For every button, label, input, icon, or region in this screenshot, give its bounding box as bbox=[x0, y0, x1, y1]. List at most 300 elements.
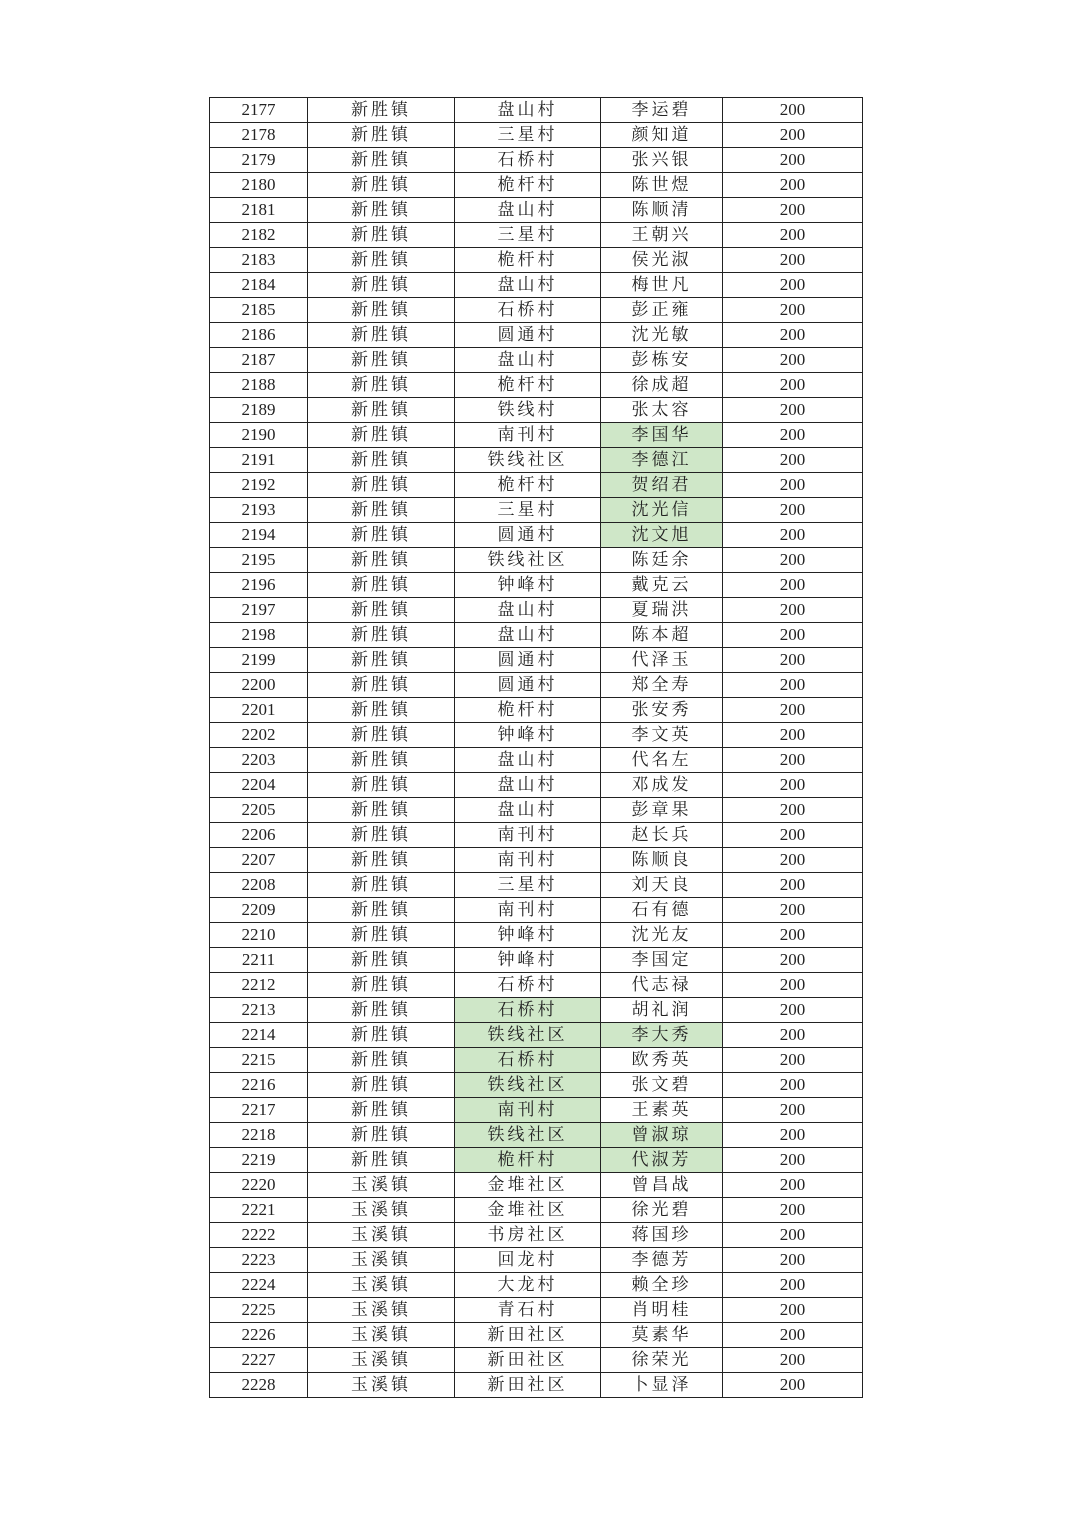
row-number: 2226 bbox=[210, 1323, 308, 1348]
row-number: 2227 bbox=[210, 1348, 308, 1373]
row-number: 2218 bbox=[210, 1123, 308, 1148]
row-number: 2185 bbox=[210, 298, 308, 323]
name-cell: 王素英 bbox=[601, 1098, 723, 1123]
name-cell: 代志禄 bbox=[601, 973, 723, 998]
table-row bbox=[210, 698, 863, 723]
row-number: 2199 bbox=[210, 648, 308, 673]
name-cell: 张文碧 bbox=[601, 1073, 723, 1098]
row-number: 2206 bbox=[210, 823, 308, 848]
table-row bbox=[210, 748, 863, 773]
village-cell: 盘山村 bbox=[455, 348, 601, 373]
amount-cell: 200 bbox=[723, 1223, 863, 1248]
town-cell: 新胜镇 bbox=[308, 548, 455, 573]
town-cell: 新胜镇 bbox=[308, 1123, 455, 1148]
row-number: 2193 bbox=[210, 498, 308, 523]
village-cell: 新田社区 bbox=[455, 1348, 601, 1373]
amount-cell: 200 bbox=[723, 798, 863, 823]
row-number: 2201 bbox=[210, 698, 308, 723]
table-row bbox=[210, 1073, 863, 1098]
row-number: 2180 bbox=[210, 173, 308, 198]
table-row bbox=[210, 98, 863, 123]
table-row bbox=[210, 248, 863, 273]
amount-cell: 200 bbox=[723, 473, 863, 498]
amount-cell: 200 bbox=[723, 223, 863, 248]
row-number: 2208 bbox=[210, 873, 308, 898]
town-cell: 玉溪镇 bbox=[308, 1273, 455, 1298]
name-cell: 赖全珍 bbox=[601, 1273, 723, 1298]
amount-cell: 200 bbox=[723, 173, 863, 198]
row-number: 2203 bbox=[210, 748, 308, 773]
row-number: 2222 bbox=[210, 1223, 308, 1248]
amount-cell: 200 bbox=[723, 98, 863, 123]
row-number: 2215 bbox=[210, 1048, 308, 1073]
amount-cell: 200 bbox=[723, 1348, 863, 1373]
table-row bbox=[210, 273, 863, 298]
town-cell: 新胜镇 bbox=[308, 173, 455, 198]
amount-cell: 200 bbox=[723, 373, 863, 398]
row-number: 2225 bbox=[210, 1298, 308, 1323]
town-cell: 新胜镇 bbox=[308, 873, 455, 898]
table-row bbox=[210, 1098, 863, 1123]
row-number: 2178 bbox=[210, 123, 308, 148]
row-number: 2200 bbox=[210, 673, 308, 698]
village-cell: 铁线社区 bbox=[455, 1123, 601, 1148]
amount-cell: 200 bbox=[723, 898, 863, 923]
row-number: 2211 bbox=[210, 948, 308, 973]
name-cell: 沈光友 bbox=[601, 923, 723, 948]
table-row bbox=[210, 423, 863, 448]
village-cell: 书房社区 bbox=[455, 1223, 601, 1248]
row-number: 2210 bbox=[210, 923, 308, 948]
village-cell: 盘山村 bbox=[455, 598, 601, 623]
table-row bbox=[210, 1198, 863, 1223]
table-row bbox=[210, 373, 863, 398]
row-number: 2221 bbox=[210, 1198, 308, 1223]
row-number: 2219 bbox=[210, 1148, 308, 1173]
row-number: 2220 bbox=[210, 1173, 308, 1198]
town-cell: 玉溪镇 bbox=[308, 1198, 455, 1223]
row-number: 2192 bbox=[210, 473, 308, 498]
row-number: 2224 bbox=[210, 1273, 308, 1298]
table-row bbox=[210, 348, 863, 373]
name-cell: 徐荣光 bbox=[601, 1348, 723, 1373]
table-row bbox=[210, 1323, 863, 1348]
amount-cell: 200 bbox=[723, 1148, 863, 1173]
table-row bbox=[210, 1273, 863, 1298]
name-cell: 沈光敏 bbox=[601, 323, 723, 348]
name-cell: 张兴银 bbox=[601, 148, 723, 173]
town-cell: 新胜镇 bbox=[308, 673, 455, 698]
amount-cell: 200 bbox=[723, 773, 863, 798]
table-row bbox=[210, 898, 863, 923]
village-cell: 铁线社区 bbox=[455, 1023, 601, 1048]
town-cell: 新胜镇 bbox=[308, 198, 455, 223]
amount-cell: 200 bbox=[723, 498, 863, 523]
village-cell: 桅杆村 bbox=[455, 698, 601, 723]
town-cell: 玉溪镇 bbox=[308, 1173, 455, 1198]
row-number: 2181 bbox=[210, 198, 308, 223]
amount-cell: 200 bbox=[723, 1323, 863, 1348]
village-cell: 青石村 bbox=[455, 1298, 601, 1323]
town-cell: 玉溪镇 bbox=[308, 1373, 455, 1398]
town-cell: 新胜镇 bbox=[308, 448, 455, 473]
name-cell: 欧秀英 bbox=[601, 1048, 723, 1073]
row-number: 2191 bbox=[210, 448, 308, 473]
town-cell: 新胜镇 bbox=[308, 698, 455, 723]
village-cell: 三星村 bbox=[455, 873, 601, 898]
town-cell: 新胜镇 bbox=[308, 498, 455, 523]
village-cell: 盘山村 bbox=[455, 273, 601, 298]
table-row bbox=[210, 998, 863, 1023]
row-number: 2213 bbox=[210, 998, 308, 1023]
table-body bbox=[210, 98, 863, 1398]
amount-cell: 200 bbox=[723, 1123, 863, 1148]
amount-cell: 200 bbox=[723, 448, 863, 473]
amount-cell: 200 bbox=[723, 548, 863, 573]
table-row bbox=[210, 498, 863, 523]
town-cell: 新胜镇 bbox=[308, 898, 455, 923]
name-cell: 胡礼润 bbox=[601, 998, 723, 1023]
table-row bbox=[210, 1173, 863, 1198]
name-cell: 李国华 bbox=[601, 423, 723, 448]
village-cell: 钟峰村 bbox=[455, 948, 601, 973]
table-row bbox=[210, 1123, 863, 1148]
village-cell: 铁线村 bbox=[455, 398, 601, 423]
town-cell: 新胜镇 bbox=[308, 723, 455, 748]
town-cell: 新胜镇 bbox=[308, 1023, 455, 1048]
table-row bbox=[210, 848, 863, 873]
village-cell: 盘山村 bbox=[455, 198, 601, 223]
town-cell: 新胜镇 bbox=[308, 423, 455, 448]
table-row bbox=[210, 723, 863, 748]
amount-cell: 200 bbox=[723, 123, 863, 148]
amount-cell: 200 bbox=[723, 1198, 863, 1223]
town-cell: 新胜镇 bbox=[308, 848, 455, 873]
village-cell: 圆通村 bbox=[455, 523, 601, 548]
town-cell: 新胜镇 bbox=[308, 273, 455, 298]
table-row bbox=[210, 1248, 863, 1273]
row-number: 2204 bbox=[210, 773, 308, 798]
row-number: 2228 bbox=[210, 1373, 308, 1398]
table-row bbox=[210, 323, 863, 348]
amount-cell: 200 bbox=[723, 148, 863, 173]
name-cell: 梅世凡 bbox=[601, 273, 723, 298]
table-row bbox=[210, 1298, 863, 1323]
row-number: 2186 bbox=[210, 323, 308, 348]
town-cell: 新胜镇 bbox=[308, 298, 455, 323]
name-cell: 李文英 bbox=[601, 723, 723, 748]
table-row bbox=[210, 948, 863, 973]
name-cell: 陈世煜 bbox=[601, 173, 723, 198]
amount-cell: 200 bbox=[723, 1098, 863, 1123]
name-cell: 彭章果 bbox=[601, 798, 723, 823]
village-cell: 盘山村 bbox=[455, 773, 601, 798]
name-cell: 徐成超 bbox=[601, 373, 723, 398]
row-number: 2182 bbox=[210, 223, 308, 248]
village-cell: 盘山村 bbox=[455, 798, 601, 823]
village-cell: 桅杆村 bbox=[455, 473, 601, 498]
row-number: 2212 bbox=[210, 973, 308, 998]
name-cell: 张太容 bbox=[601, 398, 723, 423]
town-cell: 新胜镇 bbox=[308, 323, 455, 348]
amount-cell: 200 bbox=[723, 198, 863, 223]
town-cell: 新胜镇 bbox=[308, 748, 455, 773]
amount-cell: 200 bbox=[723, 1023, 863, 1048]
amount-cell: 200 bbox=[723, 523, 863, 548]
row-number: 2189 bbox=[210, 398, 308, 423]
table-row bbox=[210, 473, 863, 498]
village-cell: 石桥村 bbox=[455, 998, 601, 1023]
table-row bbox=[210, 798, 863, 823]
town-cell: 新胜镇 bbox=[308, 773, 455, 798]
name-cell: 代泽玉 bbox=[601, 648, 723, 673]
amount-cell: 200 bbox=[723, 298, 863, 323]
table-row bbox=[210, 1048, 863, 1073]
table-row bbox=[210, 198, 863, 223]
amount-cell: 200 bbox=[723, 873, 863, 898]
table-row bbox=[210, 773, 863, 798]
town-cell: 新胜镇 bbox=[308, 648, 455, 673]
town-cell: 新胜镇 bbox=[308, 248, 455, 273]
name-cell: 贺绍君 bbox=[601, 473, 723, 498]
amount-cell: 200 bbox=[723, 1073, 863, 1098]
amount-cell: 200 bbox=[723, 323, 863, 348]
amount-cell: 200 bbox=[723, 423, 863, 448]
village-cell: 石桥村 bbox=[455, 148, 601, 173]
table-row bbox=[210, 398, 863, 423]
town-cell: 新胜镇 bbox=[308, 948, 455, 973]
town-cell: 新胜镇 bbox=[308, 1048, 455, 1073]
village-cell: 三星村 bbox=[455, 498, 601, 523]
town-cell: 新胜镇 bbox=[308, 473, 455, 498]
row-number: 2197 bbox=[210, 598, 308, 623]
row-number: 2183 bbox=[210, 248, 308, 273]
table-row bbox=[210, 123, 863, 148]
name-cell: 李运碧 bbox=[601, 98, 723, 123]
name-cell: 陈廷余 bbox=[601, 548, 723, 573]
row-number: 2207 bbox=[210, 848, 308, 873]
village-cell: 新田社区 bbox=[455, 1323, 601, 1348]
town-cell: 新胜镇 bbox=[308, 1098, 455, 1123]
town-cell: 新胜镇 bbox=[308, 373, 455, 398]
town-cell: 新胜镇 bbox=[308, 1073, 455, 1098]
row-number: 2217 bbox=[210, 1098, 308, 1123]
village-cell: 石桥村 bbox=[455, 973, 601, 998]
village-cell: 金堆社区 bbox=[455, 1198, 601, 1223]
table-row bbox=[210, 973, 863, 998]
row-number: 2179 bbox=[210, 148, 308, 173]
table-row bbox=[210, 823, 863, 848]
town-cell: 新胜镇 bbox=[308, 348, 455, 373]
village-cell: 钟峰村 bbox=[455, 573, 601, 598]
name-cell: 侯光淑 bbox=[601, 248, 723, 273]
name-cell: 李大秀 bbox=[601, 1023, 723, 1048]
row-number: 2202 bbox=[210, 723, 308, 748]
name-cell: 夏瑞洪 bbox=[601, 598, 723, 623]
village-cell: 圆通村 bbox=[455, 648, 601, 673]
village-cell: 南刊村 bbox=[455, 1098, 601, 1123]
name-cell: 蒋国珍 bbox=[601, 1223, 723, 1248]
row-number: 2198 bbox=[210, 623, 308, 648]
row-number: 2223 bbox=[210, 1248, 308, 1273]
table-row bbox=[210, 873, 863, 898]
amount-cell: 200 bbox=[723, 748, 863, 773]
table-row bbox=[210, 1023, 863, 1048]
amount-cell: 200 bbox=[723, 973, 863, 998]
village-cell: 桅杆村 bbox=[455, 248, 601, 273]
name-cell: 王朝兴 bbox=[601, 223, 723, 248]
village-cell: 盘山村 bbox=[455, 98, 601, 123]
name-cell: 曾淑琼 bbox=[601, 1123, 723, 1148]
village-cell: 桅杆村 bbox=[455, 1148, 601, 1173]
village-cell: 钟峰村 bbox=[455, 923, 601, 948]
name-cell: 李国定 bbox=[601, 948, 723, 973]
table-row bbox=[210, 623, 863, 648]
village-cell: 南刊村 bbox=[455, 823, 601, 848]
name-cell: 陈顺良 bbox=[601, 848, 723, 873]
town-cell: 新胜镇 bbox=[308, 598, 455, 623]
amount-cell: 200 bbox=[723, 348, 863, 373]
town-cell: 新胜镇 bbox=[308, 798, 455, 823]
village-cell: 南刊村 bbox=[455, 898, 601, 923]
village-cell: 铁线社区 bbox=[455, 448, 601, 473]
amount-cell: 200 bbox=[723, 923, 863, 948]
name-cell: 颜知道 bbox=[601, 123, 723, 148]
name-cell: 刘天良 bbox=[601, 873, 723, 898]
row-number: 2214 bbox=[210, 1023, 308, 1048]
village-cell: 盘山村 bbox=[455, 748, 601, 773]
village-cell: 南刊村 bbox=[455, 423, 601, 448]
village-cell: 铁线社区 bbox=[455, 548, 601, 573]
amount-cell: 200 bbox=[723, 1298, 863, 1323]
row-number: 2184 bbox=[210, 273, 308, 298]
village-cell: 铁线社区 bbox=[455, 1073, 601, 1098]
town-cell: 新胜镇 bbox=[308, 998, 455, 1023]
village-cell: 圆通村 bbox=[455, 323, 601, 348]
town-cell: 新胜镇 bbox=[308, 973, 455, 998]
town-cell: 新胜镇 bbox=[308, 123, 455, 148]
table-row bbox=[210, 598, 863, 623]
table-row bbox=[210, 573, 863, 598]
name-cell: 沈文旭 bbox=[601, 523, 723, 548]
table-row bbox=[210, 148, 863, 173]
row-number: 2194 bbox=[210, 523, 308, 548]
amount-cell: 200 bbox=[723, 1273, 863, 1298]
town-cell: 新胜镇 bbox=[308, 1148, 455, 1173]
amount-cell: 200 bbox=[723, 648, 863, 673]
amount-cell: 200 bbox=[723, 698, 863, 723]
town-cell: 新胜镇 bbox=[308, 523, 455, 548]
name-cell: 代名左 bbox=[601, 748, 723, 773]
row-number: 2190 bbox=[210, 423, 308, 448]
village-cell: 圆通村 bbox=[455, 673, 601, 698]
town-cell: 新胜镇 bbox=[308, 398, 455, 423]
table-row bbox=[210, 673, 863, 698]
name-cell: 戴克云 bbox=[601, 573, 723, 598]
name-cell: 陈本超 bbox=[601, 623, 723, 648]
town-cell: 玉溪镇 bbox=[308, 1248, 455, 1273]
amount-cell: 200 bbox=[723, 623, 863, 648]
name-cell: 石有德 bbox=[601, 898, 723, 923]
village-cell: 三星村 bbox=[455, 123, 601, 148]
amount-cell: 200 bbox=[723, 823, 863, 848]
village-cell: 金堆社区 bbox=[455, 1173, 601, 1198]
amount-cell: 200 bbox=[723, 948, 863, 973]
table-row bbox=[210, 298, 863, 323]
town-cell: 玉溪镇 bbox=[308, 1298, 455, 1323]
table-row bbox=[210, 1223, 863, 1248]
village-cell: 钟峰村 bbox=[455, 723, 601, 748]
row-number: 2216 bbox=[210, 1073, 308, 1098]
name-cell: 郑全寿 bbox=[601, 673, 723, 698]
table-row bbox=[210, 648, 863, 673]
village-cell: 南刊村 bbox=[455, 848, 601, 873]
table-row bbox=[210, 1148, 863, 1173]
table-row bbox=[210, 448, 863, 473]
village-cell: 新田社区 bbox=[455, 1373, 601, 1398]
table-row bbox=[210, 923, 863, 948]
name-cell: 徐光碧 bbox=[601, 1198, 723, 1223]
town-cell: 新胜镇 bbox=[308, 573, 455, 598]
name-cell: 彭栋安 bbox=[601, 348, 723, 373]
village-cell: 桅杆村 bbox=[455, 373, 601, 398]
name-cell: 陈顺清 bbox=[601, 198, 723, 223]
subsidy-table bbox=[209, 97, 863, 1398]
row-number: 2196 bbox=[210, 573, 308, 598]
amount-cell: 200 bbox=[723, 1173, 863, 1198]
row-number: 2195 bbox=[210, 548, 308, 573]
amount-cell: 200 bbox=[723, 673, 863, 698]
town-cell: 新胜镇 bbox=[308, 223, 455, 248]
town-cell: 玉溪镇 bbox=[308, 1323, 455, 1348]
amount-cell: 200 bbox=[723, 398, 863, 423]
village-cell: 桅杆村 bbox=[455, 173, 601, 198]
table-row bbox=[210, 1348, 863, 1373]
village-cell: 回龙村 bbox=[455, 1248, 601, 1273]
town-cell: 新胜镇 bbox=[308, 623, 455, 648]
amount-cell: 200 bbox=[723, 598, 863, 623]
name-cell: 张安秀 bbox=[601, 698, 723, 723]
name-cell: 代淑芳 bbox=[601, 1148, 723, 1173]
village-cell: 石桥村 bbox=[455, 1048, 601, 1073]
table-row bbox=[210, 523, 863, 548]
amount-cell: 200 bbox=[723, 723, 863, 748]
name-cell: 彭正雍 bbox=[601, 298, 723, 323]
table-row bbox=[210, 173, 863, 198]
amount-cell: 200 bbox=[723, 273, 863, 298]
row-number: 2205 bbox=[210, 798, 308, 823]
row-number: 2188 bbox=[210, 373, 308, 398]
town-cell: 新胜镇 bbox=[308, 98, 455, 123]
amount-cell: 200 bbox=[723, 1373, 863, 1398]
amount-cell: 200 bbox=[723, 1048, 863, 1073]
amount-cell: 200 bbox=[723, 848, 863, 873]
table-row bbox=[210, 1373, 863, 1398]
amount-cell: 200 bbox=[723, 573, 863, 598]
amount-cell: 200 bbox=[723, 1248, 863, 1273]
village-cell: 石桥村 bbox=[455, 298, 601, 323]
table-row bbox=[210, 548, 863, 573]
name-cell: 莫素华 bbox=[601, 1323, 723, 1348]
name-cell: 邓成发 bbox=[601, 773, 723, 798]
row-number: 2187 bbox=[210, 348, 308, 373]
name-cell: 曾昌战 bbox=[601, 1173, 723, 1198]
amount-cell: 200 bbox=[723, 998, 863, 1023]
name-cell: 赵长兵 bbox=[601, 823, 723, 848]
row-number: 2177 bbox=[210, 98, 308, 123]
name-cell: 沈光信 bbox=[601, 498, 723, 523]
name-cell: 肖明桂 bbox=[601, 1298, 723, 1323]
